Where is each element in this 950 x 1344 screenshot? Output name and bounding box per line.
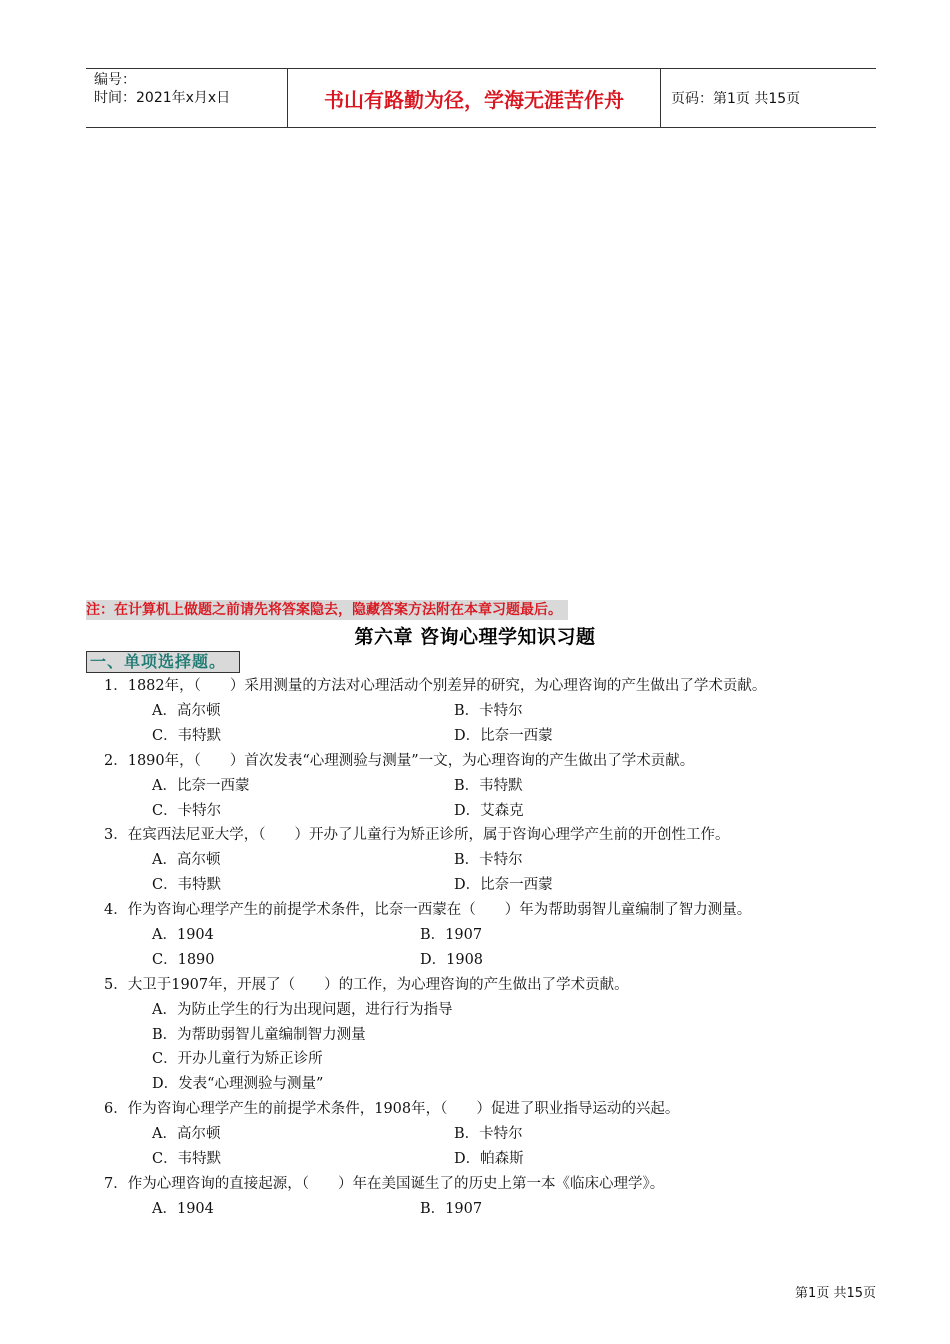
option-3a: A．高尔顿	[152, 852, 221, 868]
option-5d: D．发表“心理测验与测量”	[152, 1076, 324, 1092]
question-3: 3．在宾西法尼亚大学，（ ）开办了儿童行为矫正诊所，属于咨询心理学产生前的开创性工作。	[104, 827, 730, 843]
section-title: 一、单项选择题。	[86, 651, 240, 673]
option-1d: D．比奈一西蒙	[454, 728, 553, 744]
question-5: 5．大卫于1907年，开展了（ ）的工作，为心理咨询的产生做出了学术贡献。	[104, 977, 629, 993]
page-footer: 第1页 共15页	[795, 1286, 876, 1301]
option-2a: A．比奈一西蒙	[152, 778, 250, 794]
option-3d: D．比奈一西蒙	[454, 877, 553, 893]
option-4d: D．1908	[420, 952, 484, 968]
header-page-info: 页码：第1页 共15页	[671, 91, 801, 107]
question-7: 7．作为心理咨询的直接起源，（ ）年在美国诞生了的历史上第一本《临床心理学》。	[104, 1176, 665, 1192]
question-6: 6．作为咨询心理学产生的前提学术条件，1908年，（ ）促进了职业指导运动的兴起。	[104, 1101, 680, 1117]
question-1: 1．1882年，（ ）采用测量的方法对心理活动个别差异的研究，为心理咨询的产生做出了学术贡献。	[104, 678, 767, 694]
question-4: 4．作为咨询心理学产生的前提学术条件，比奈一西蒙在（ ）年为帮助弱智儿童编制了智力测量。	[104, 902, 752, 918]
option-6d: D．帕森斯	[454, 1151, 524, 1167]
option-5a: A．为防止学生的行为出现问题，进行行为指导	[152, 1002, 453, 1018]
header-meta	[86, 69, 288, 127]
option-4c: C．1890	[152, 952, 215, 968]
option-3c: C．韦特默	[152, 877, 222, 893]
instruction-note: 注：在计算机上做题之前请先将答案隐去，隐藏答案方法附在本章习题最后。	[86, 600, 568, 620]
option-1b: B．卡特尔	[454, 703, 523, 719]
option-1a: A．高尔顿	[152, 703, 221, 719]
option-5c: C．开办儿童行为矫正诊所	[152, 1051, 323, 1067]
page-header	[86, 68, 876, 128]
option-2c: C．卡特尔	[152, 803, 222, 819]
chapter-title: 第六章 咨询心理学知识习题	[354, 626, 596, 648]
option-6b: B．卡特尔	[454, 1126, 523, 1142]
option-7a: A．1904	[152, 1201, 214, 1217]
option-4a: A．1904	[152, 927, 214, 943]
option-2b: B．韦特默	[454, 778, 523, 794]
time-label: 时间：2021年x月x日	[94, 90, 231, 106]
option-2d: D．艾森克	[454, 803, 524, 819]
question-2: 2．1890年，（ ）首次发表“心理测验与测量”一文，为心理咨询的产生做出了学术贡献。	[104, 753, 695, 769]
option-6a: A．高尔顿	[152, 1126, 221, 1142]
number-label: 编号：	[94, 72, 136, 88]
option-6c: C．韦特默	[152, 1151, 222, 1167]
option-7b: B．1907	[420, 1201, 483, 1217]
option-5b: B．为帮助弱智儿童编制智力测量	[152, 1027, 366, 1043]
header-motto: 书山有路勤为径，学海无涯苦作舟	[288, 69, 661, 127]
option-3b: B．卡特尔	[454, 852, 523, 868]
option-1c: C．韦特默	[152, 728, 222, 744]
option-4b: B．1907	[420, 927, 483, 943]
